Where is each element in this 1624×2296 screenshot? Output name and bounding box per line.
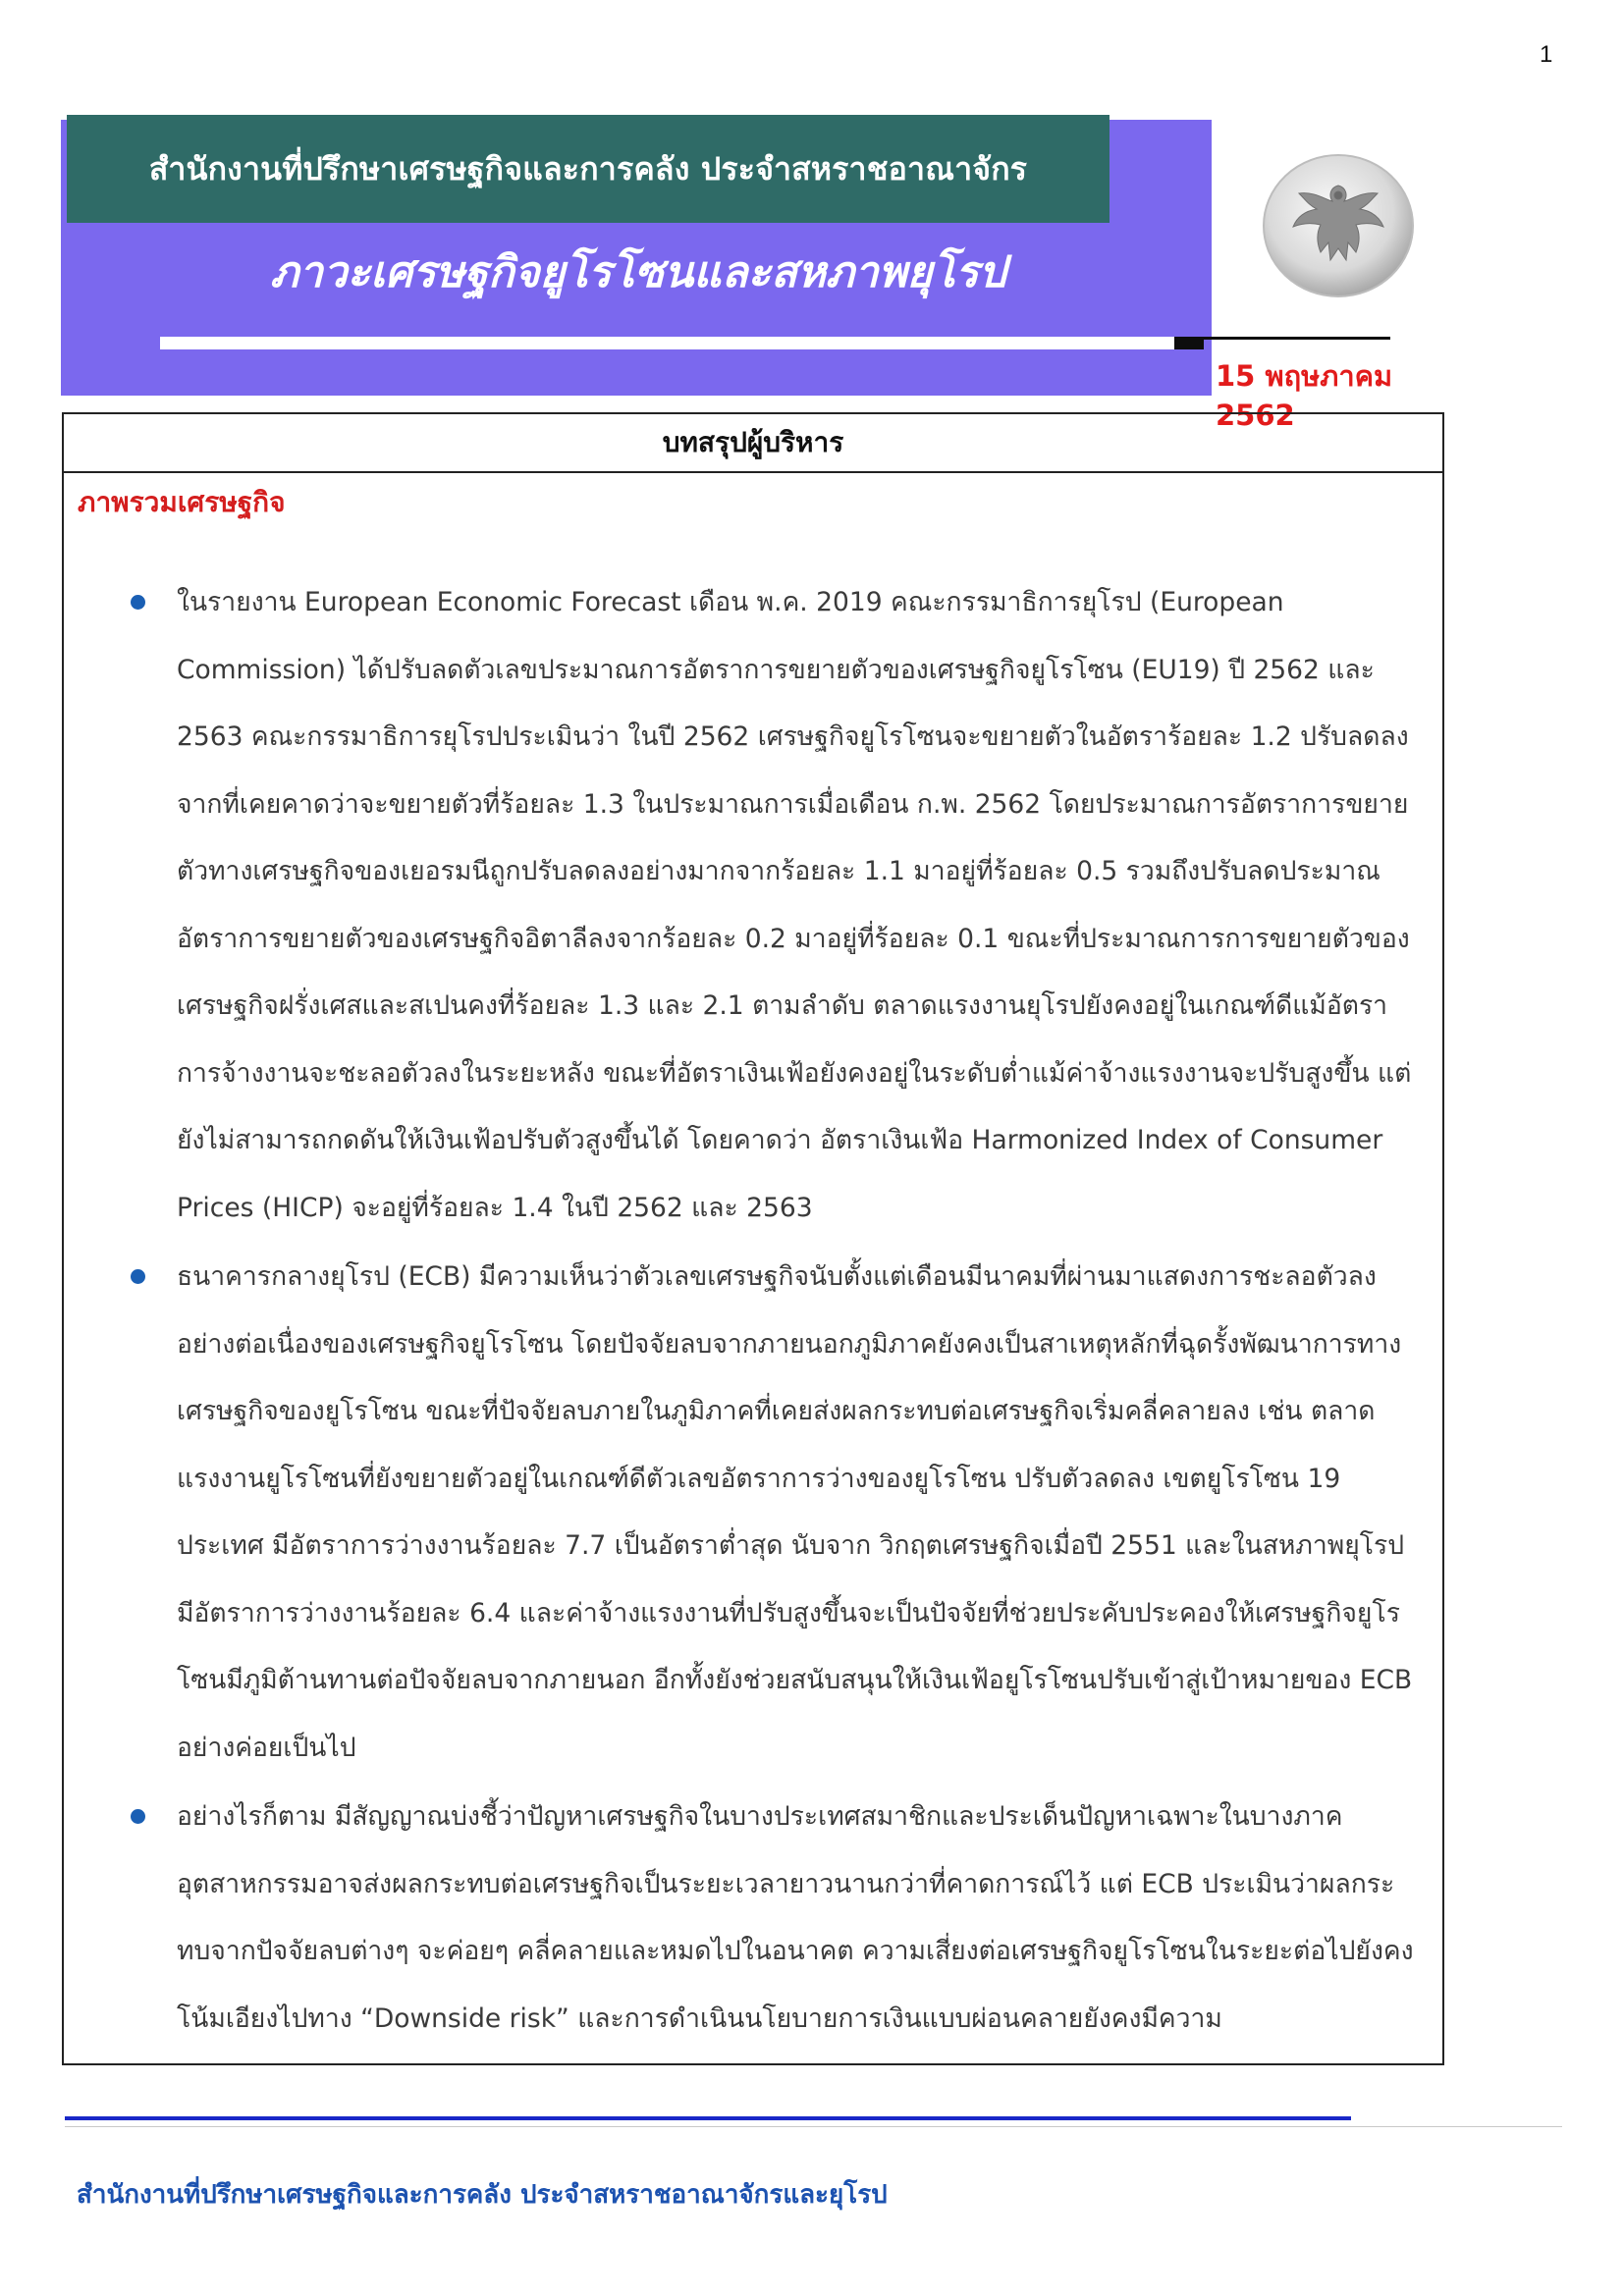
office-name: สำนักงานที่ปรึกษาเศรษฐกิจและการคลัง ประจำสหราชอาณาจักร [148, 149, 1028, 187]
summary-bullet-list [64, 569, 1442, 2053]
bullet-text: ในรายงาน European Economic Forecast เดือน พ.ค. 2019 คณะกรรมาธิการยุโรป (European Commission) ได้ปรับลดตัวเลขประมาณการอัตราการขยายตัวของเศรษฐกิจยูโรโซน (EU19) ปี 2562 และ 2563 คณะกรรมาธิการยุโรปประเมินว่า ในปี 2562 เศรษฐกิจยูโรโซนจะขยายตัวในอัตราร้อยละ 1.2 ปรับลดลงจากที่เคยคาดว่าจะขยายตัวที่ร้อยละ 1.3 ในประมาณการเมื่อเดือน ก.พ. 2562 โดยประมาณการอัตราการขยายตัวทางเศรษฐกิจของเยอรมนีถูกปรับลดลงอย่างมากจากร้อยละ 1.1 มาอยู่ที่ร้อยละ 0.5 รวมถึงปรับลดประมาณอัตราการขยายตัวของเศรษฐกิจอิตาลีลงจากร้อยละ 0.2 มาอยู่ที่ร้อยละ 0.1 ขณะที่ประมาณการการขยายตัวของเศรษฐกิจฝรั่งเศสและสเปนคงที่ร้อยละ 1.3 และ 2.1 ตามลำดับ ตลาดแรงงานยุโรปยังคงอยู่ในเกณฑ์ดีแม้อัตราการจ้างงานจะชะลอตัวลงในระยะหลัง ขณะที่อัตราเงินเฟ้อยังคงอยู่ในระดับต่ำแม้ค่าจ้างแรงงานจะปรับสูงขึ้น แต่ยังไม่สามารถกดดันให้เงินเฟ้อปรับตัวสูงขึ้นได้ โดยคาดว่า อัตราเงินเฟ้อ Harmonized Index of Consumer Prices (HICP) จะอยู่ที่ร้อยละ 1.4 ในปี 2562 และ 2563 [177, 587, 1412, 1223]
report-title: ภาวะเศรษฐกิจยูโรโซนและสหภาพยุโรป [270, 247, 1006, 297]
footer-office-name: สำนักงานที่ปรึกษาเศรษฐกิจและการคลัง ประจำสหราชอาณาจักรและยุโรป [77, 2180, 888, 2210]
summary-heading: บทสรุปผู้บริหาร [64, 414, 1442, 473]
garuda-emblem-icon [1260, 152, 1417, 299]
bullet-text: อย่างไรก็ตาม มีสัญญาณบ่งชี้ว่าปัญหาเศรษฐกิจในบางประเทศสมาชิกและประเด็นปัญหาเฉพาะในบางภาคอุตสาหกรรมอาจส่งผลกระทบต่อเศรษฐกิจเป็นระยะเวลายาวนานกว่าที่คาดการณ์ไว้ แต่ ECB ประเมินว่าผลกระทบจากปัจจัยลบต่างๆ จะค่อยๆ คลี่คลายและหมดไปในอนาคต ความเสี่ยงต่อเศรษฐกิจยูโรโซนในระยะต่อไปยังคงโน้มเอียงไปทาง “Downside risk” และการดำเนินนโยบายการเงินแบบผ่อนคลายยังคงมีความ [177, 1801, 1414, 2034]
header-divider-line [1174, 337, 1390, 340]
report-date: 15 พฤษภาคม 2562 [1216, 359, 1393, 432]
list-item [64, 1784, 1442, 2053]
bullet-icon [131, 1809, 145, 1824]
executive-summary-box [62, 412, 1444, 2065]
bullet-text: ธนาคารกลางยุโรป (ECB) มีความเห็นว่าตัวเลขเศรษฐกิจนับตั้งแต่เดือนมีนาคมที่ผ่านมาแสดงการชะลอตัวลงอย่างต่อเนื่องของเศรษฐกิจยูโรโซน โดยปัจจัยลบจากภายนอกภูมิภาคยังคงเป็นสาเหตุหลักที่ฉุดรั้งพัฒนาการทางเศรษฐกิจของยูโรโซน ขณะที่ปัจจัยลบภายในภูมิภาคที่เคยส่งผลกระทบต่อเศรษฐกิจเริ่มคลี่คลายลง เช่น ตลาดแรงงานยูโรโซนที่ยังขยายตัวอยู่ในเกณฑ์ดีตัวเลขอัตราการว่างของยูโรโซน ปรับตัวลดลง เขตยูโรโซน 19 ประเทศ มีอัตราการว่างงานร้อยละ 7.7 เป็นอัตราต่ำสุด นับจาก วิกฤตเศรษฐกิจเมื่อปี 2551 และในสหภาพยุโรป มีอัตราการว่างงานร้อยละ 6.4 และค่าจ้างแรงงานที่ปรับสูงขึ้นจะเป็นปัจจัยที่ช่วยประคับประคองให้เศรษฐกิจยูโรโซนมีภูมิต้านทานต่อปัจจัยลบจากภายนอก อีกทั้งยังช่วยสนับสนุนให้เงินเฟ้อยูโรโซนปรับเข้าสู่เป้าหมายของ ECB อย่างค่อยเป็นไป [177, 1261, 1413, 1763]
page-number: 1 [1540, 41, 1553, 68]
footer-divider [65, 2116, 1351, 2120]
bullet-icon [131, 1269, 145, 1284]
bullet-icon [131, 595, 145, 610]
header-divider-accent [1174, 337, 1204, 349]
footer-divider-thin [65, 2126, 1562, 2127]
list-item [64, 1244, 1442, 1782]
header-divider [160, 337, 1177, 349]
list-item [64, 569, 1442, 1242]
section-title: ภาพรวมเศรษฐกิจ [78, 486, 286, 518]
